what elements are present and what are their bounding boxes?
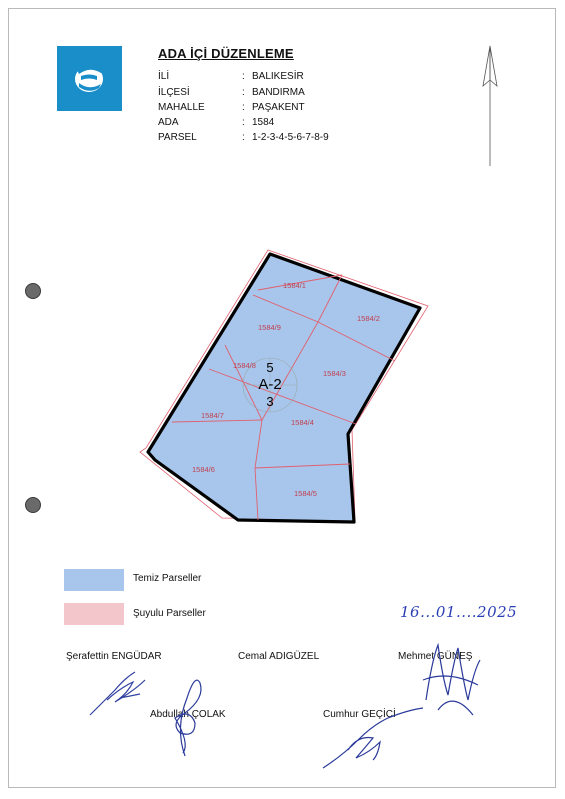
signature-gunes bbox=[418, 640, 488, 720]
info-key: İLİ bbox=[158, 71, 170, 82]
info-key: PARSEL bbox=[158, 132, 197, 143]
info-value: BANDIRMA bbox=[252, 87, 305, 98]
info-value: PAŞAKENT bbox=[252, 102, 305, 113]
parcel-label: 1584/7 bbox=[201, 411, 224, 420]
signature-gecici bbox=[318, 700, 428, 772]
bandirma-logo-icon bbox=[57, 46, 122, 111]
info-sep: : bbox=[242, 71, 245, 82]
block-marker-top: 5 bbox=[266, 360, 274, 375]
parcel-label: 1584/1 bbox=[283, 281, 306, 290]
info-sep: : bbox=[242, 117, 245, 128]
info-key: ADA bbox=[158, 117, 179, 128]
parcel-label: 1584/9 bbox=[258, 323, 281, 332]
info-value: 1584 bbox=[252, 117, 275, 128]
parcel-label: 1584/3 bbox=[323, 369, 346, 378]
legend-swatch-clean bbox=[64, 569, 124, 591]
legend-swatch-encumbered bbox=[64, 603, 124, 625]
punch-hole bbox=[25, 497, 41, 513]
legend-label-encumbered: Şuyulu Parseller bbox=[133, 608, 206, 619]
handwritten-date: 16...01....2025 bbox=[400, 603, 518, 621]
parcel-label: 1584/8 bbox=[233, 361, 256, 370]
signature-engudar bbox=[85, 660, 155, 720]
page-title: ADA İÇİ DÜZENLEME bbox=[158, 46, 294, 61]
signature-colak bbox=[165, 668, 210, 758]
parcel-label: 1584/2 bbox=[357, 314, 380, 323]
block-marker-bottom: 3 bbox=[266, 394, 274, 409]
legend-label-clean: Temiz Parseller bbox=[133, 573, 202, 584]
signatory-name: Mehmet GÜNEŞ bbox=[398, 651, 473, 662]
info-key: MAHALLE bbox=[158, 102, 205, 113]
info-sep: : bbox=[242, 132, 245, 143]
info-value: 1-2-3-4-5-6-7-8-9 bbox=[252, 132, 329, 143]
info-sep: : bbox=[242, 87, 245, 98]
signatory-name: Şerafettin ENGÜDAR bbox=[66, 651, 162, 662]
punch-hole bbox=[25, 283, 41, 299]
parcel-label: 1584/5 bbox=[294, 489, 317, 498]
signatory-name: Abdullah ÇOLAK bbox=[150, 709, 226, 720]
info-key: İLÇESİ bbox=[158, 87, 190, 98]
signatory-name: Cemal ADIGÜZEL bbox=[238, 651, 320, 662]
parcel-map bbox=[130, 240, 440, 540]
parcel-label: 1584/4 bbox=[291, 418, 314, 427]
block-marker-label: A-2 bbox=[258, 376, 282, 393]
municipality-logo bbox=[57, 46, 122, 111]
signatory-name: Cumhur GEÇİCİ bbox=[323, 709, 396, 720]
parcel-label: 1584/6 bbox=[192, 465, 215, 474]
info-sep: : bbox=[242, 102, 245, 113]
north-arrow-icon bbox=[480, 44, 500, 169]
info-value: BALIKESİR bbox=[252, 71, 304, 82]
clean-parcel-area bbox=[148, 254, 420, 522]
